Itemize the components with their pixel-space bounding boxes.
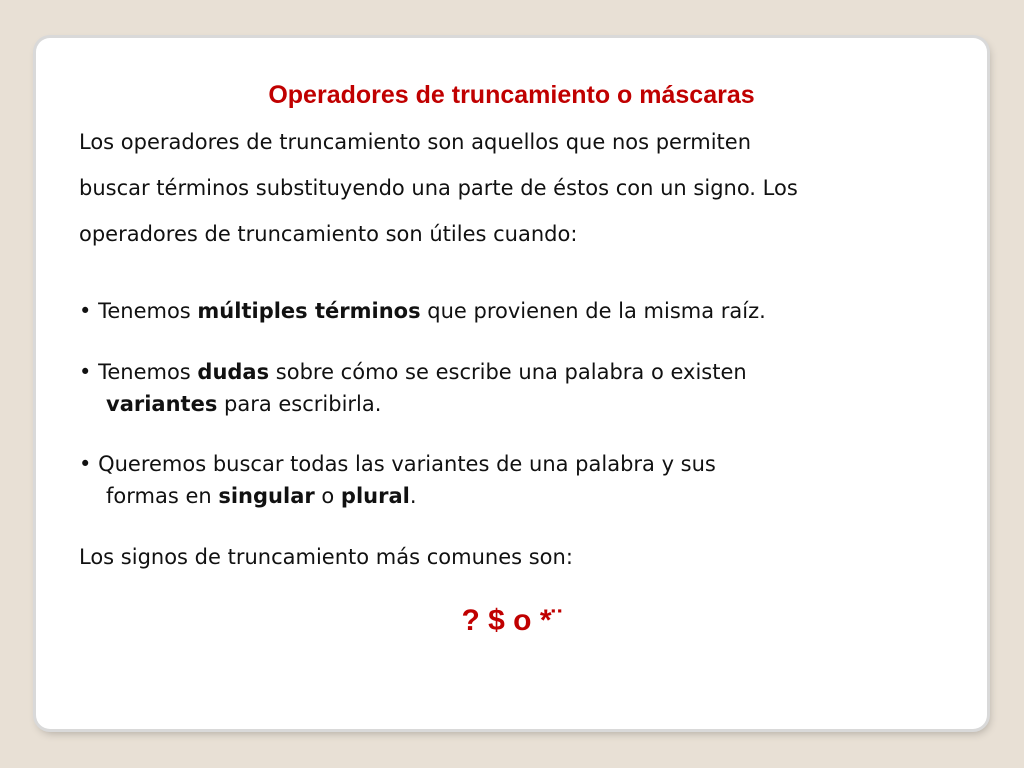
bullet-text: para escribirla. (217, 392, 382, 416)
intro-paragraph (79, 119, 979, 257)
bullet-bold-text: variantes (106, 392, 218, 416)
bullet-marker: • (79, 452, 92, 476)
intro-line-2: buscar términos substituyendo una parte de éstos con un signo. Los (79, 176, 798, 200)
bullet-text: Tenemos (98, 299, 198, 323)
bullet-item-doubts (79, 356, 747, 420)
bullet-bold-text: múltiples términos (197, 299, 421, 323)
slide-card (36, 38, 987, 729)
bullet-text: o (314, 484, 341, 508)
bullet-text: que provienen de la misma raíz. (420, 299, 766, 323)
bullet-text: Queremos buscar todas las variantes de una palabra y sus (98, 452, 716, 476)
bullet-marker: • (79, 299, 92, 323)
bullet-continuation (79, 480, 716, 512)
bullet-continuation (79, 388, 747, 420)
bullet-bold-text: singular (218, 484, 315, 508)
bullet-marker: • (79, 360, 92, 384)
bullet-bold-text: plural (340, 484, 410, 508)
bullet-text: sobre cómo se escribe una palabra o existen (269, 360, 747, 384)
truncation-symbols: ? $ o *¨ (461, 604, 562, 637)
closing-text: Los signos de truncamiento más comunes son: (79, 545, 573, 569)
intro-line-1: Los operadores de truncamiento son aquellos que nos permiten (79, 130, 751, 154)
slide-title: Operadores de truncamiento o máscaras (268, 81, 755, 109)
bullet-item-multiple-terms (79, 295, 766, 327)
bullet-bold-text: dudas (197, 360, 270, 384)
bullet-text: Tenemos (98, 360, 198, 384)
bullet-text: formas en (106, 484, 219, 508)
bullet-item-variants (79, 448, 716, 512)
intro-line-3: operadores de truncamiento son útiles cuando: (79, 222, 578, 246)
bullet-text: . (409, 484, 417, 508)
